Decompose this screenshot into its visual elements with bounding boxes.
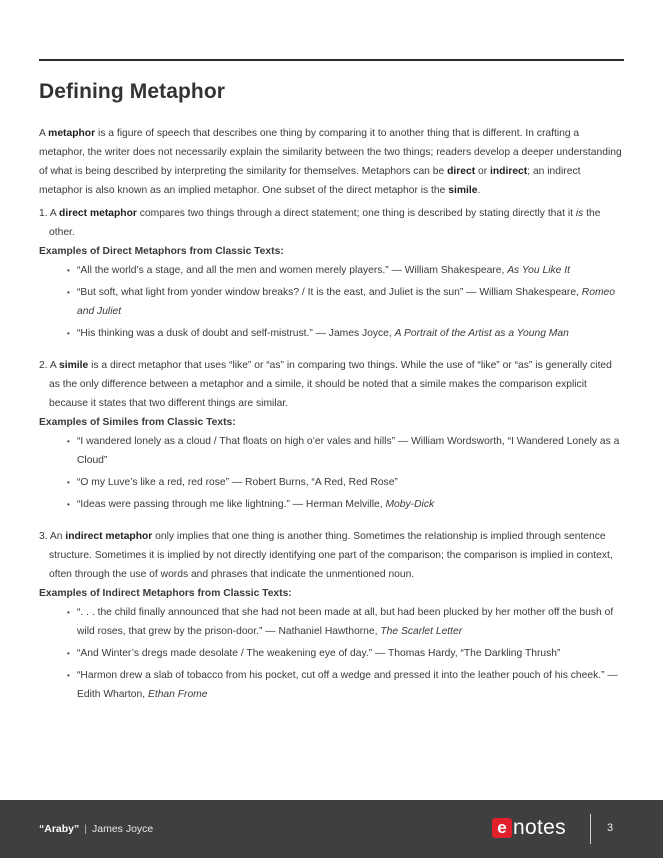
examples-heading: Examples of Indirect Metaphors from Classic Texts:: [39, 588, 292, 599]
page-title: Defining Metaphor: [39, 80, 226, 103]
italic-title: As You Like It: [507, 265, 570, 276]
page-number: 3: [607, 822, 614, 834]
section-simile: [39, 356, 625, 514]
numbered-item: 3. An indirect metaphor only implies that one thing is another thing. Sometimes the relationship is implied through sentence structure. Sometimes it is implied by not directly identifying one part of the comparison; the comparison is implied in context, often through the use of words and phrases that indicate the unmentioned noun.: [39, 531, 613, 580]
top-rule: [39, 59, 624, 61]
bold-term: indirect metaphor: [65, 531, 153, 542]
italic-title: Ethan Frome: [147, 689, 208, 700]
examples-list: [67, 432, 625, 514]
footer-separator: |: [84, 823, 87, 835]
example-item: • “Harmon drew a slab of tobacco from his pocket, cut off a wedge and pressed it into the leather pouch of his cheek.” — Edith Wharton, Ethan Frome: [67, 666, 625, 704]
italic-title: The Scarlet Letter: [380, 626, 463, 637]
example-item: • “. . . the child finally announced that she had not been made at all, but had been plucked by her mother off the bush of wild roses, that grew by the prison-door.” — Nathaniel Hawthorne, The Scarlet Letter: [67, 603, 625, 641]
section-direct-metaphor: [39, 204, 625, 343]
examples-list: [67, 261, 625, 343]
examples-list: [67, 603, 625, 704]
numbered-item: 1. A direct metaphor compares two things through a direct statement; one thing is described by stating directly that it is the other.: [39, 208, 601, 238]
footer-citation: [39, 823, 153, 835]
italic-title: Romeo and Juliet: [77, 287, 615, 317]
main-content: [39, 124, 625, 717]
footer-divider: [590, 814, 591, 844]
example-item: • “His thinking was a dusk of doubt and self-mistrust.” — James Joyce, A Portrait of the Artist as a Young Man: [67, 324, 625, 343]
examples-heading: Examples of Direct Metaphors from Classic Texts:: [39, 246, 284, 257]
bold-term: direct metaphor: [59, 208, 137, 219]
intro-paragraph: A metaphor is a figure of speech that describes one thing by comparing it to another thing that is different. In crafting a metaphor, the writer does not necessarily explain the similarity between the two things; readers develop a deeper understanding of what is being described by interpreting the similarity for themselves. Metaphors can be direct or indirect; an indirect metaphor is also known as an implied metaphor. One subset of the direct metaphor is the simile.: [39, 128, 622, 196]
bold-term: metaphor: [48, 128, 96, 139]
section-indirect-metaphor: [39, 527, 625, 704]
italic-title: Moby-Dick: [385, 499, 435, 510]
page-footer: [0, 800, 663, 858]
bold-term: direct: [447, 166, 476, 177]
italic-title: is: [575, 208, 584, 219]
bold-term: simile: [448, 185, 478, 196]
enotes-logo: [492, 815, 566, 841]
example-item: • “Ideas were passing through me like lightning.” — Herman Melville, Moby-Dick: [67, 495, 625, 514]
italic-title: A Portrait of the Artist as a Young Man: [394, 328, 569, 339]
examples-heading: Examples of Similes from Classic Texts:: [39, 417, 236, 428]
example-item: • “All the world’s a stage, and all the men and women merely players.” — William Shakespeare, As You Like It: [67, 261, 625, 280]
bold-term: indirect: [490, 166, 528, 177]
logo-e-icon: e: [492, 818, 512, 838]
author-name: James Joyce: [92, 823, 154, 835]
numbered-item: 2. A simile is a direct metaphor that uses “like” or “as” in comparing two things. While the use of “like” or “as” is generally cited as the only difference between a metaphor and a simile, it should be noted that a simile makes the comparison explicit because it states that two different things are similar.: [39, 360, 612, 409]
work-title: “Araby”: [39, 823, 80, 835]
example-item: • “O my Luve’s like a red, red rose” — Robert Burns, “A Red, Red Rose”: [67, 473, 625, 492]
example-item: • “But soft, what light from yonder window breaks? / It is the east, and Juliet is the sun” — William Shakespeare, Romeo and Juliet: [67, 283, 625, 321]
example-item: • “I wandered lonely as a cloud / That floats on high o’er vales and hills” — William Wordsworth, “I Wandered Lonely as a Cloud”: [67, 432, 625, 470]
logo-wordmark: notes: [513, 816, 566, 839]
example-item: • “And Winter’s dregs made desolate / The weakening eye of day.” — Thomas Hardy, “The Darkling Thrush”: [67, 644, 625, 663]
bold-term: simile: [59, 360, 89, 371]
